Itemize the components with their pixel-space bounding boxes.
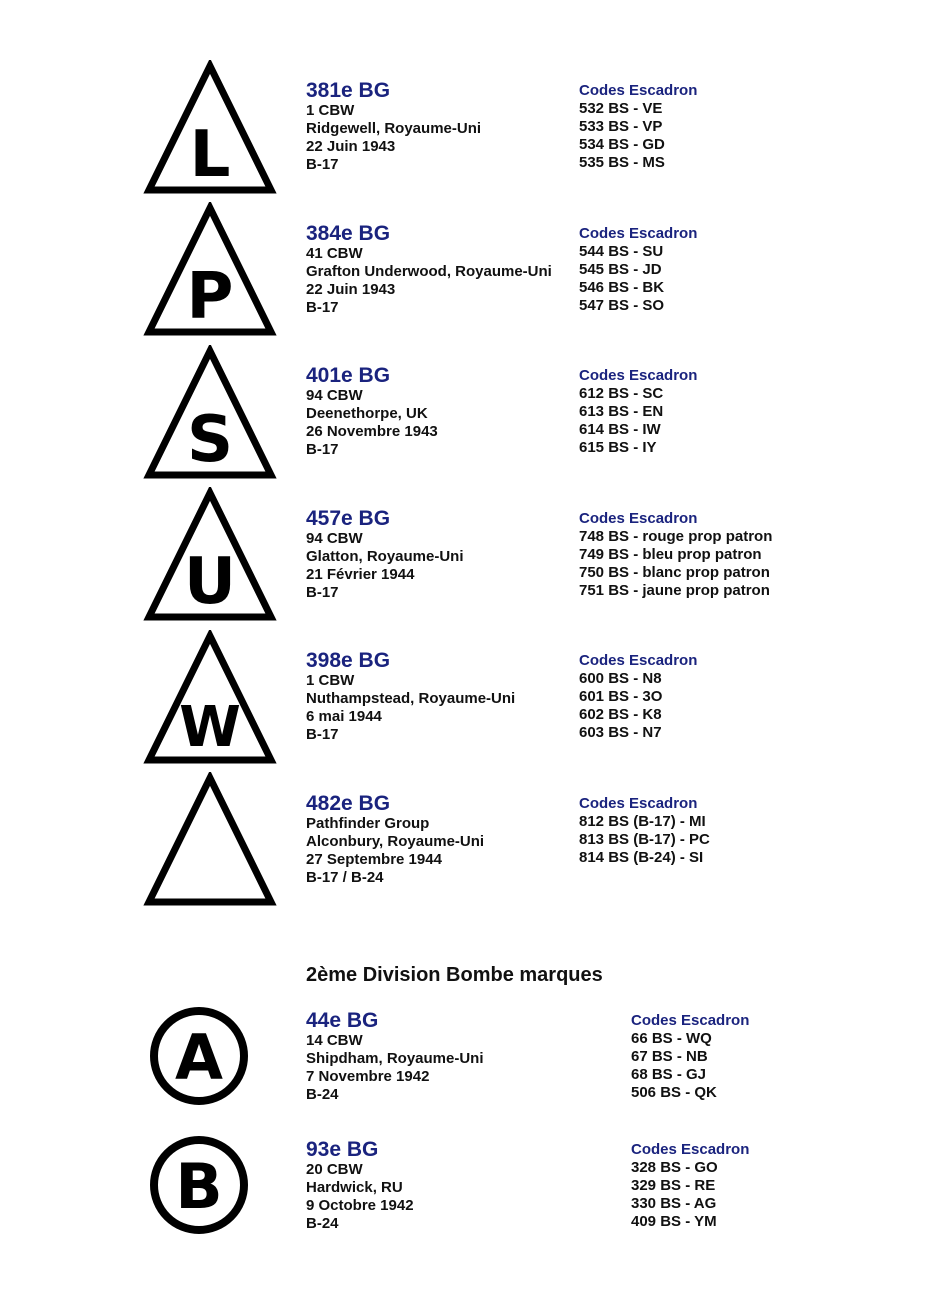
triangle-s-emblem-icon xyxy=(143,345,277,481)
code-line: 612 BS - SC xyxy=(579,385,664,402)
group-name: 93e BG xyxy=(306,1138,379,1161)
code-line: 813 BS (B-17) - PC xyxy=(579,831,710,848)
codes-header: Codes Escadron xyxy=(579,652,698,669)
group-info xyxy=(306,1010,484,1104)
emblem-letter: S xyxy=(186,403,234,477)
group-base: Shipdham, Royaume-Uni xyxy=(306,1050,484,1067)
codes-header: Codes Escadron xyxy=(579,510,698,527)
group-aircraft: B-24 xyxy=(306,1086,339,1103)
code-line: 544 BS - SU xyxy=(579,243,664,260)
group-wing: 14 CBW xyxy=(306,1032,363,1049)
code-line: 812 BS (B-17) - MI xyxy=(579,813,706,830)
group-date: 22 Juin 1943 xyxy=(306,281,396,298)
emblem-letter: P xyxy=(186,260,234,334)
group-info xyxy=(306,1139,414,1233)
code-line: 613 BS - EN xyxy=(579,403,664,420)
code-line: 750 BS - blanc prop patron xyxy=(579,564,770,581)
code-line: 328 BS - GO xyxy=(631,1159,718,1176)
squadron-codes xyxy=(579,82,697,172)
group-info xyxy=(306,793,484,887)
group-base: Hardwick, RU xyxy=(306,1179,403,1196)
group-date: 22 Juin 1943 xyxy=(306,138,396,155)
triangle-blank-emblem-icon xyxy=(143,772,277,908)
group-wing: 94 CBW xyxy=(306,387,363,404)
code-line: 614 BS - IW xyxy=(579,421,661,438)
code-line: 68 BS - GJ xyxy=(631,1066,707,1083)
group-date: 6 mai 1944 xyxy=(306,708,382,725)
group-name: 457e BG xyxy=(306,507,391,530)
group-name: 401e BG xyxy=(306,364,391,387)
group-date: 27 Septembre 1944 xyxy=(306,851,442,868)
group-info xyxy=(306,650,515,744)
code-line: 330 BS - AG xyxy=(631,1195,717,1212)
code-line: 506 BS - QK xyxy=(631,1084,717,1101)
group-aircraft: B-17 / B-24 xyxy=(306,869,384,886)
code-line: 66 BS - WQ xyxy=(631,1030,712,1047)
group-info xyxy=(306,223,552,317)
group-name: 44e BG xyxy=(306,1009,379,1032)
group-info xyxy=(306,365,438,459)
triangle-l-emblem-icon xyxy=(143,60,277,196)
code-line: 602 BS - K8 xyxy=(579,706,662,723)
group-aircraft: B-24 xyxy=(306,1215,339,1232)
code-line: 533 BS - VP xyxy=(579,118,663,135)
codes-header: Codes Escadron xyxy=(579,82,698,99)
group-base: Deenethorpe, UK xyxy=(306,405,428,422)
group-aircraft: B-17 xyxy=(306,441,339,458)
code-line: 748 BS - rouge prop patron xyxy=(579,528,773,545)
group-info xyxy=(306,80,481,174)
group-wing: 41 CBW xyxy=(306,245,363,262)
group-aircraft: B-17 xyxy=(306,156,339,173)
group-wing: 1 CBW xyxy=(306,672,355,689)
group-name: 482e BG xyxy=(306,792,391,815)
code-line: 532 BS - VE xyxy=(579,100,663,117)
code-line: 749 BS - bleu prop patron xyxy=(579,546,762,563)
codes-header: Codes Escadron xyxy=(579,225,698,242)
code-line: 615 BS - IY xyxy=(579,439,657,456)
code-line: 535 BS - MS xyxy=(579,154,665,171)
code-line: 603 BS - N7 xyxy=(579,724,662,741)
group-wing: Pathfinder Group xyxy=(306,815,430,832)
group-base: Ridgewell, Royaume-Uni xyxy=(306,120,482,137)
circle-a-emblem-icon xyxy=(148,1005,250,1107)
emblem-letter: U xyxy=(184,545,236,619)
codes-header: Codes Escadron xyxy=(631,1012,750,1029)
code-line: 601 BS - 3O xyxy=(579,688,663,705)
group-wing: 1 CBW xyxy=(306,102,355,119)
group-aircraft: B-17 xyxy=(306,299,339,316)
code-line: 534 BS - GD xyxy=(579,136,665,153)
group-wing: 20 CBW xyxy=(306,1161,363,1178)
codes-header: Codes Escadron xyxy=(579,367,698,384)
group-base: Alconbury, Royaume-Uni xyxy=(306,833,485,850)
codes-header: Codes Escadron xyxy=(631,1141,750,1158)
codes-header: Codes Escadron xyxy=(579,795,698,812)
group-date: 7 Novembre 1942 xyxy=(306,1068,430,1085)
squadron-codes xyxy=(631,1012,749,1102)
code-line: 67 BS - NB xyxy=(631,1048,708,1065)
group-base: Nuthampstead, Royaume-Uni xyxy=(306,690,516,707)
squadron-codes xyxy=(579,510,772,600)
section-title: 2ème Division Bombe marques xyxy=(306,964,603,986)
group-name: 384e BG xyxy=(306,222,391,245)
code-line: 409 BS - YM xyxy=(631,1213,717,1230)
code-line: 545 BS - JD xyxy=(579,261,662,278)
group-aircraft: B-17 xyxy=(306,584,339,601)
group-info xyxy=(306,508,464,602)
squadron-codes xyxy=(579,652,697,742)
squadron-codes xyxy=(579,225,697,315)
group-name: 398e BG xyxy=(306,649,391,672)
group-aircraft: B-17 xyxy=(306,726,339,743)
group-name: 381e BG xyxy=(306,79,391,102)
triangle-p-emblem-icon xyxy=(143,202,277,338)
group-date: 9 Octobre 1942 xyxy=(306,1197,414,1214)
emblem-letter: B xyxy=(175,1150,223,1223)
squadron-codes xyxy=(579,367,697,457)
triangle-u-emblem-icon xyxy=(143,487,277,623)
squadron-codes xyxy=(631,1141,749,1231)
code-line: 546 BS - BK xyxy=(579,279,665,296)
circle-b-emblem-icon xyxy=(148,1134,250,1236)
code-line: 814 BS (B-24) - SI xyxy=(579,849,704,866)
triangle-w-emblem-icon xyxy=(143,630,277,766)
emblem-letter: W xyxy=(179,695,241,760)
emblem-letter: L xyxy=(189,118,231,192)
group-base: Glatton, Royaume-Uni xyxy=(306,548,464,565)
group-wing: 94 CBW xyxy=(306,530,363,547)
group-date: 21 Février 1944 xyxy=(306,566,415,583)
code-line: 751 BS - jaune prop patron xyxy=(579,582,770,599)
group-base: Grafton Underwood, Royaume-Uni xyxy=(306,263,552,280)
code-line: 547 BS - SO xyxy=(579,297,665,314)
code-line: 600 BS - N8 xyxy=(579,670,662,687)
squadron-codes xyxy=(579,795,710,867)
code-line: 329 BS - RE xyxy=(631,1177,716,1194)
group-date: 26 Novembre 1943 xyxy=(306,423,438,440)
emblem-letter: A xyxy=(175,1021,223,1094)
